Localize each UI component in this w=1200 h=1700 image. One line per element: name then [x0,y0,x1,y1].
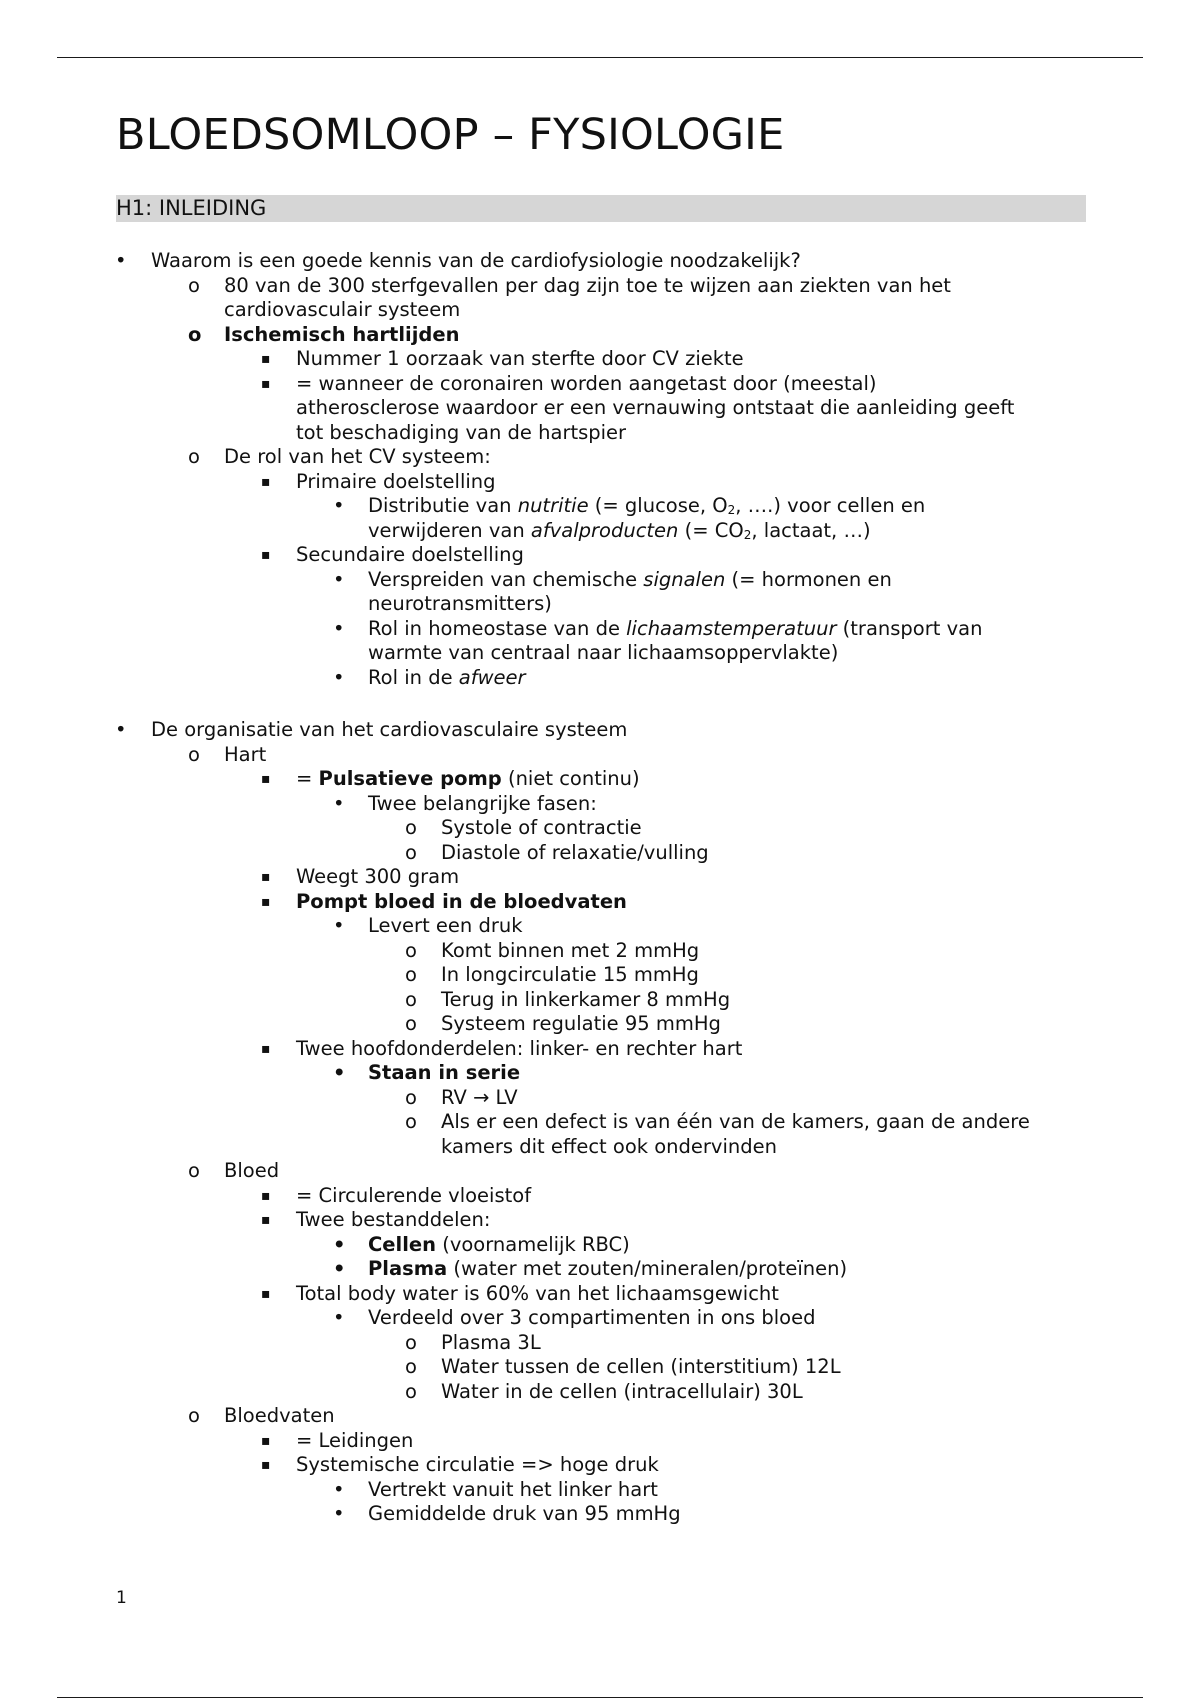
list-item: • Waarom is een goede kennis van de cardiofysiologie noodzakelijk? [115,249,801,272]
bottom-rule [57,1697,1143,1698]
bullet-marker: • [333,494,345,517]
square-marker: ▪ [261,1040,271,1057]
list-item: o Ischemisch hartlijden [188,322,460,346]
list-item: ▪ = Pulsatieve pomp (niet continu) [261,767,640,790]
circle-marker: o [188,273,200,297]
document-body [0,249,1200,1527]
list-item: o 80 van de 300 sterfgevallen per dag zijn toe te wijzen aan ziekten van het [188,273,951,297]
list-item: ▪ Twee hoofdonderdelen: linker- en rechter hart [261,1036,743,1060]
bullet-marker: • [333,567,345,591]
circle-marker: o [405,987,417,1011]
list-item: o Bloedvaten [188,1404,335,1427]
list-item: • Rol in de afweer [333,665,526,689]
list-item: o Komt binnen met 2 mmHg [405,938,700,962]
list-item: • Vertrekt vanuit het linker hart [333,1477,658,1501]
list-item: ▪ Systemische circulatie => hoge druk [261,1453,659,1476]
bullet-marker: • [333,1061,346,1084]
page-number: 1 [116,1588,127,1608]
square-marker: ▪ [261,893,271,910]
list-item: • Gemiddelde druk van 95 mmHg [333,1502,681,1525]
square-marker: ▪ [261,1212,271,1228]
bullet-marker: • [115,718,127,741]
circle-marker: o [405,840,417,864]
square-marker: ▪ [261,1457,271,1473]
list-item: • Twee belangrijke fasen: [333,791,597,815]
list-item: o De rol van het CV systeem: [188,445,491,468]
list-item: o Bloed [188,1159,280,1182]
list-item: o Water in de cellen (intracellulair) 30L [405,1379,803,1403]
square-marker: ▪ [261,1432,271,1449]
bullet-marker: • [115,249,127,272]
list-item: • Plasma (water met zouten/mineralen/proteïnen) [333,1257,848,1280]
list-item: • Levert een druk [333,914,523,937]
circle-marker: o [188,322,202,346]
list-item: • Distributie van nutritie (= glucose, $O_2$, ….) voor cellen en [333,494,926,517]
bullet-marker: • [333,1502,345,1525]
circle-marker: o [405,1085,417,1109]
list-item: • Cellen (voornamelijk RBC) [333,1232,630,1256]
list-item: ▪ Primaire doelstelling [261,469,496,493]
section-heading: H1: INLEIDING [116,195,1086,222]
bullet-marker: • [333,914,345,937]
circle-marker: o [188,742,200,766]
circle-marker: o [405,1330,417,1354]
list-item: • Staan in serie [333,1061,521,1084]
list-item: ▪ = Leidingen [261,1428,414,1452]
list-item-continuation: cardiovasculair systeem [224,298,461,321]
list-item: ▪ Nummer 1 oorzaak van sterfte door CV ziekte [261,347,744,370]
list-item: ▪ = Circulerende vloeistof [261,1183,532,1207]
list-item: o Hart [188,742,267,766]
circle-marker: o [188,1404,200,1427]
circle-marker: o [405,1012,417,1035]
circle-marker: o [188,1159,200,1182]
square-marker: ▪ [261,547,271,563]
square-marker: ▪ [261,351,271,367]
list-item: o Terug in linkerkamer 8 mmHg [405,987,731,1011]
list-item: • Rol in homeostase van de lichaamstemperatuur (transport van [333,616,983,640]
bullet-marker: • [333,616,345,640]
list-item: ▪ Secundaire doelstelling [261,543,524,566]
list-item: • De organisatie van het cardiovasculaire systeem [115,718,628,741]
list-item-continuation: warmte van centraal naar lichaamsoppervlakte) [368,641,839,664]
list-item-continuation: atherosclerose waardoor er een vernauwing ontstaat die aanleiding geeft [296,396,1015,419]
list-item-continuation: verwijderen van afvalproducten (= $CO_2$, lactaat, …) [368,518,871,542]
bullet-marker: • [333,1306,345,1329]
list-item: • Verdeeld over 3 compartimenten in ons bloed [333,1306,816,1329]
circle-marker: o [188,445,200,468]
bullet-marker: • [333,665,345,689]
bullet-marker: • [333,1477,345,1501]
list-item: ▪ Pompt bloed in de bloedvaten [261,889,627,913]
circle-marker: o [405,816,417,839]
circle-marker: o [405,1379,417,1403]
list-item-continuation: neurotransmitters) [368,592,552,615]
circle-marker: o [405,1110,417,1133]
spacer [0,690,1200,718]
list-item: o Systole of contractie [405,816,642,839]
circle-marker: o [405,1355,417,1378]
square-marker: ▪ [261,1285,271,1302]
list-item: ▪ Total body water is 60% van het lichaamsgewicht [261,1281,779,1305]
list-item: ▪ = wanneer de coronairen worden aangetast door (meestal) [261,371,877,395]
bullet-marker: • [333,1257,346,1280]
circle-marker: o [405,938,417,962]
square-marker: ▪ [261,375,271,392]
list-item: o Water tussen de cellen (interstitium) 12L [405,1355,841,1378]
bullet-marker: • [333,791,345,815]
square-marker: ▪ [261,869,271,885]
page-title: BLOEDSOMLOOP – FYSIOLOGIE [116,110,785,160]
top-rule [57,57,1143,58]
bullet-marker: • [333,1232,346,1256]
list-item-continuation: tot beschadiging van de hartspier [296,420,627,444]
list-item: ▪ Weegt 300 gram [261,865,460,888]
square-marker: ▪ [261,771,271,787]
list-item: ▪ Twee bestanddelen: [261,1208,491,1231]
list-item: o RV → LV [405,1085,518,1109]
list-item: o Plasma 3L [405,1330,541,1354]
circle-marker: o [405,963,417,986]
list-item: o In longcirculatie 15 mmHg [405,963,699,986]
list-item-continuation: kamers dit effect ook ondervinden [441,1134,777,1158]
list-item: o Als er een defect is van één van de kamers, gaan de andere [405,1110,1030,1133]
list-item: o Systeem regulatie 95 mmHg [405,1012,721,1035]
square-marker: ▪ [261,473,271,490]
square-marker: ▪ [261,1187,271,1204]
list-item: o Diastole of relaxatie/vulling [405,840,709,864]
list-item: • Verspreiden van chemische signalen (= hormonen en [333,567,892,591]
